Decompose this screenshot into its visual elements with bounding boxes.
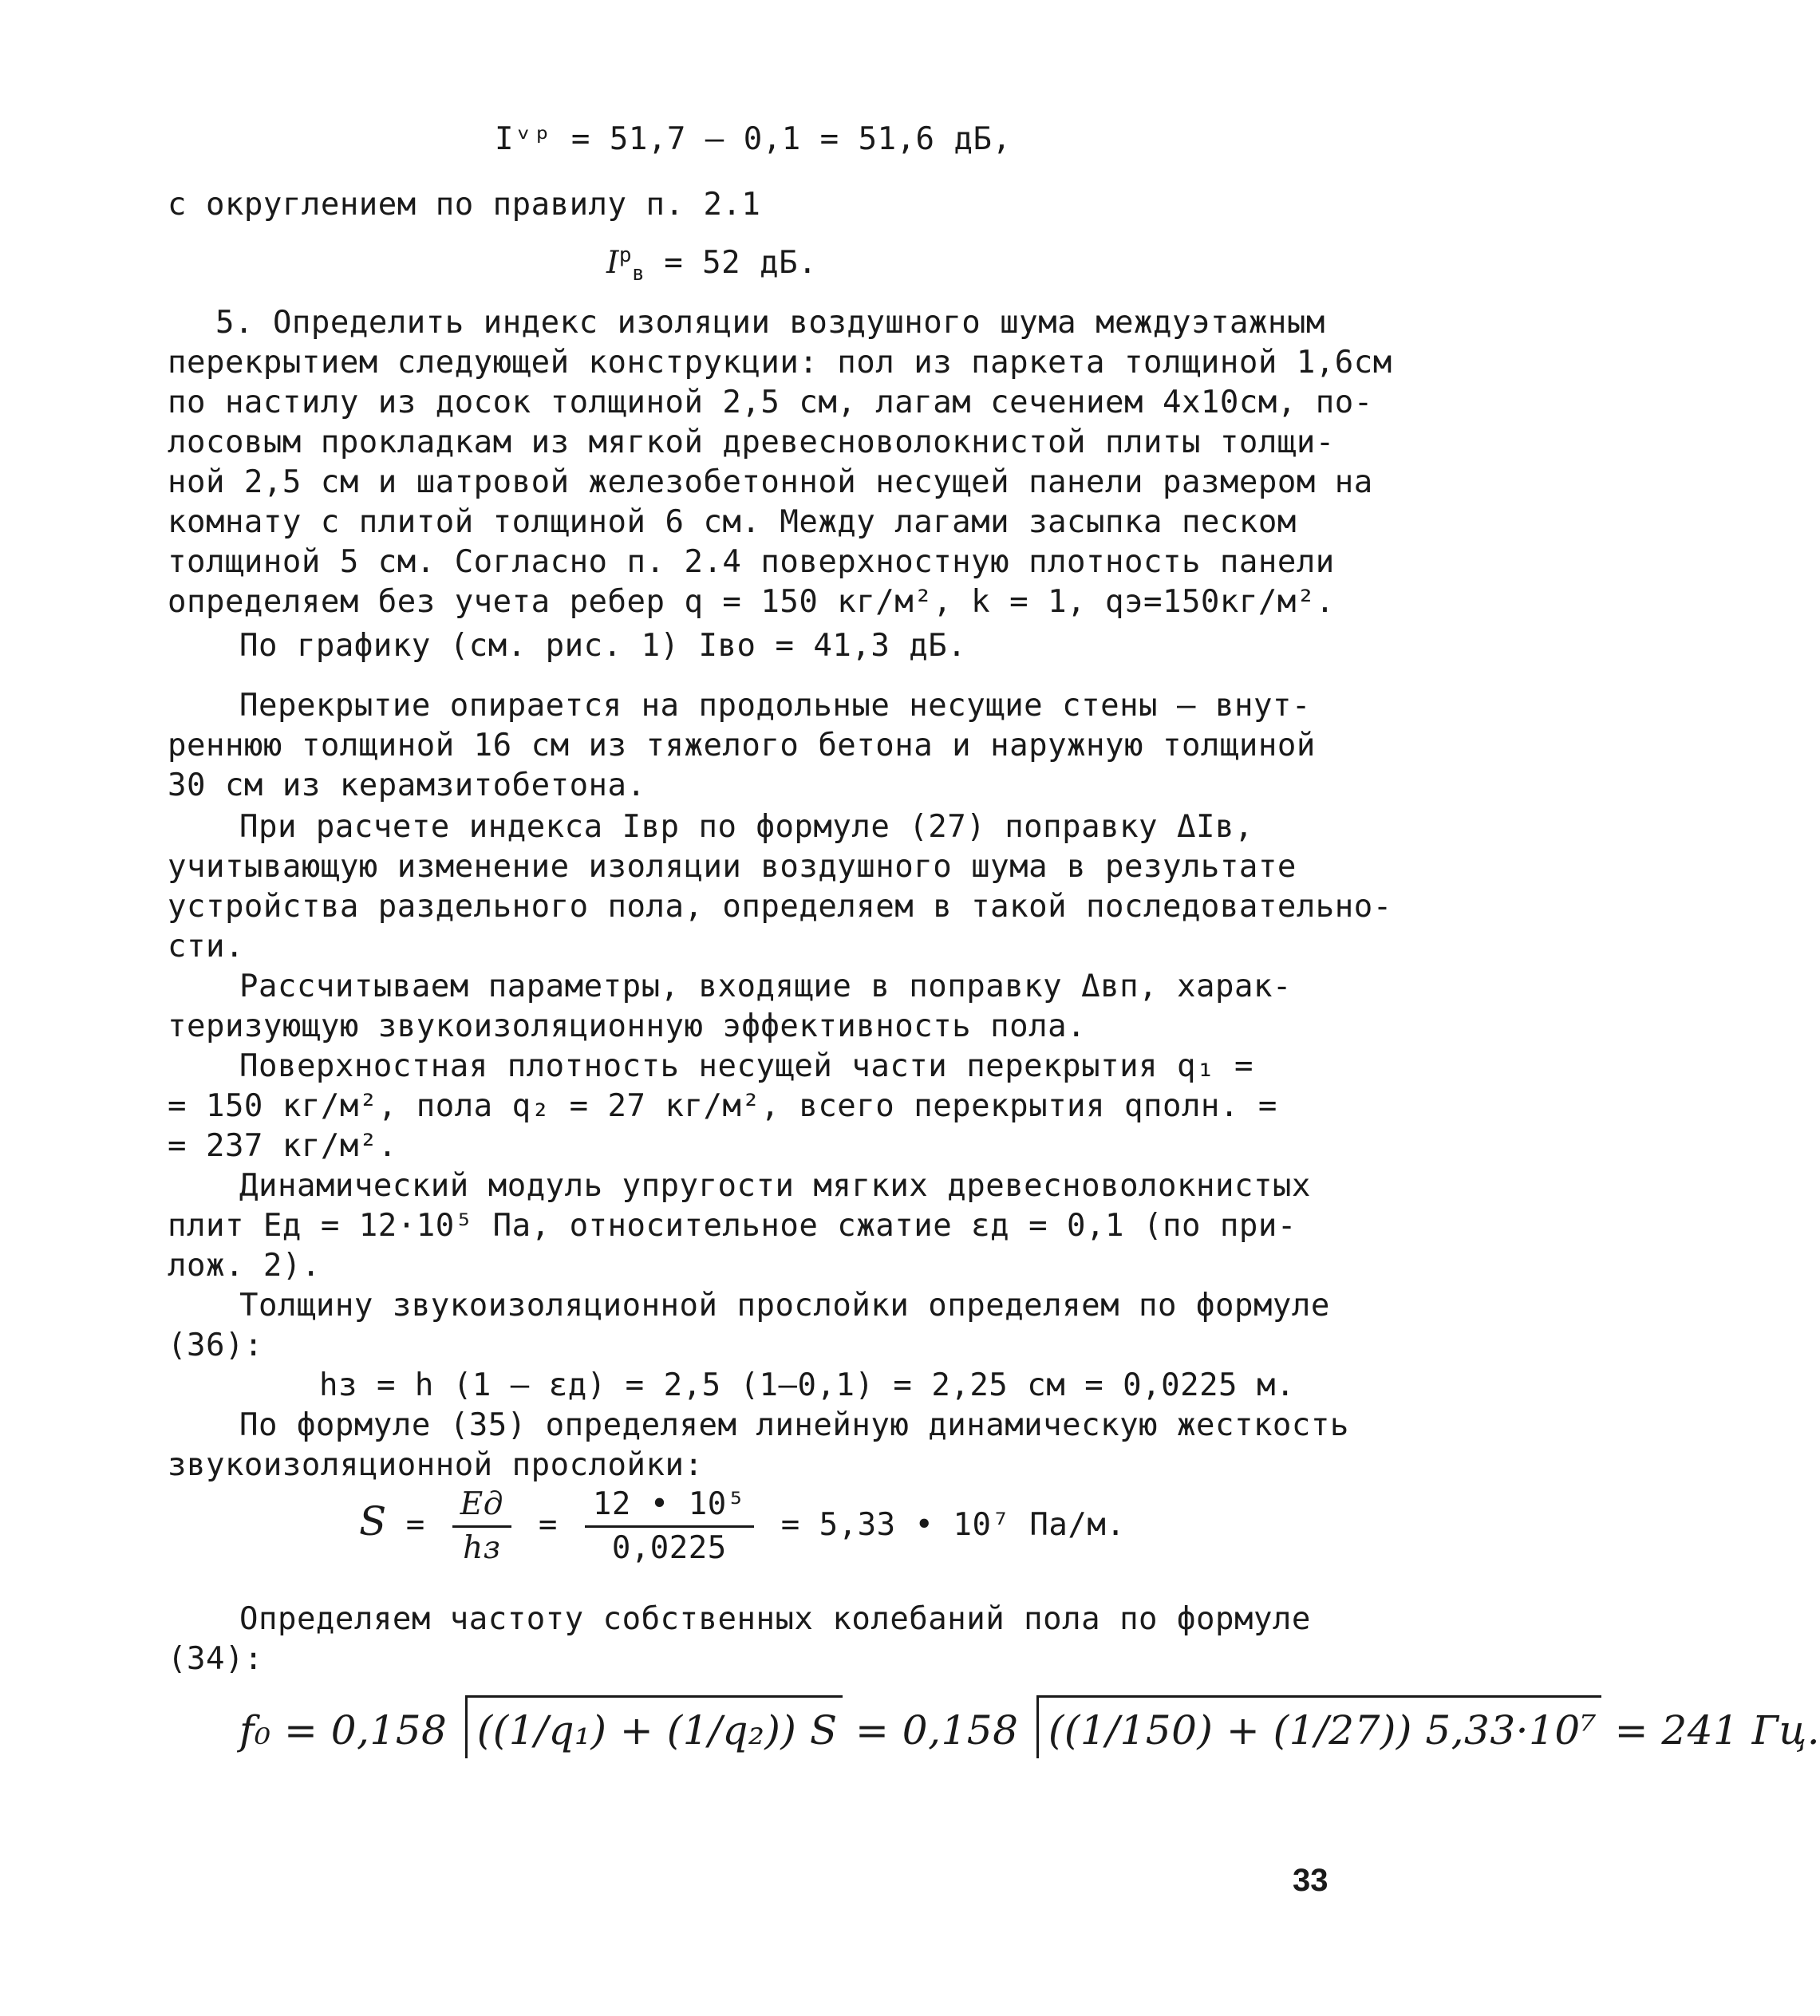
text-line: По формуле (35) определяем линейную динамическую жесткость xyxy=(239,1407,1349,1443)
text-line: 30 см из керамзитобетона. xyxy=(168,767,646,803)
text-line: учитывающую изменение изоляции воздушного шума в результате xyxy=(168,849,1297,885)
eq4-lhs: S xyxy=(359,1498,387,1545)
eq5-sqrt-2: ((1/150) + (1/27)) 5,33·10⁷ xyxy=(1036,1695,1601,1758)
equation-2-value: = 52 дБ. xyxy=(664,245,818,281)
text-line: Определяем частоту собственных колебаний пола по формуле xyxy=(239,1601,1311,1637)
text-line: плит Eд = 12·10⁵ Па, относительное сжатие εд = 0,1 (по при- xyxy=(168,1208,1297,1244)
text-line: Динамический модуль упругости мягких древесноволокнистых xyxy=(239,1168,1311,1204)
eq5-lhs: f₀ = 0,158 xyxy=(239,1707,448,1754)
eq4-f1-den: hз xyxy=(463,1530,501,1566)
text-line: Поверхностная плотность несущей части перекрытия q₁ = xyxy=(239,1048,1253,1084)
eq4-result: = 5,33 • 10⁷ Па/м. xyxy=(780,1507,1126,1543)
eq4-eq2: = xyxy=(538,1507,558,1543)
eq4-fraction-2 xyxy=(585,1484,754,1569)
equation-5 xyxy=(239,1695,1820,1758)
eq4-f2-num: 12 • 10⁵ xyxy=(585,1484,754,1528)
text-line: звукоизоляционной прослойки: xyxy=(168,1447,704,1483)
text-line: лож. 2). xyxy=(168,1248,321,1284)
text-line: толщиной 5 см. Согласно п. 2.4 поверхностную плотность панели xyxy=(168,544,1335,580)
text-line: перекрытием следующей конструкции: пол из паркета толщиной 1,6см xyxy=(168,345,1392,381)
text-line: устройства раздельного пола, определяем в такой последовательно- xyxy=(168,889,1392,925)
text-line: (36): xyxy=(168,1328,263,1363)
text-line: по настилу из досок толщиной 2,5 см, лагам сечением 4х10см, по- xyxy=(168,385,1373,420)
text-line: При расчете индекса Iвр по формуле (27) поправку ΔIв, xyxy=(239,809,1253,845)
equation-1: Iᵛᵖ = 51,7 – 0,1 = 51,6 дБ, xyxy=(495,121,1012,157)
eq5-result: = 241 Гц. xyxy=(1614,1707,1820,1754)
equation-3: hз = h (1 – εд) = 2,5 (1–0,1) = 2,25 см = 0,0225 м. xyxy=(319,1367,1295,1403)
text-line: комнату с плитой толщиной 6 см. Между лагами засыпка песком xyxy=(168,504,1297,540)
text-line: (34): xyxy=(168,1641,263,1677)
text-line: По графику (см. рис. 1) Iво = 41,3 дБ. xyxy=(239,628,967,664)
eq4-f2-den: 0,0225 xyxy=(611,1530,727,1566)
text-line: Толщину звукоизоляционной прослойки определяем по формуле xyxy=(239,1288,1330,1324)
eq4-eq: = xyxy=(405,1507,425,1543)
eq5-sqrt-1: ((1/q₁) + (1/q₂)) S xyxy=(465,1695,843,1758)
eq5-mid: = 0,158 xyxy=(855,1707,1019,1754)
text-line: Перекрытие опирается на продольные несущие стены – внут- xyxy=(239,688,1311,724)
text-line: 5. Определить индекс изоляции воздушного шума междуэтажным xyxy=(215,305,1325,341)
text-line: = 150 кг/м², пола q₂ = 27 кг/м², всего перекрытия qполн. = xyxy=(168,1088,1277,1124)
text-line: определяем без учета ребер q = 150 кг/м², k = 1, qэ=150кг/м². xyxy=(168,584,1335,620)
text-line: лосовым прокладкам из мягкой древесноволокнистой плиты толщи- xyxy=(168,424,1335,460)
text-line: с округлением по правилу п. 2.1 xyxy=(168,187,761,223)
text-line: = 237 кг/м². xyxy=(168,1128,397,1164)
eq4-fraction-1 xyxy=(452,1484,511,1569)
text-line: Рассчитываем параметры, входящие в поправку Δвп, харак- xyxy=(239,969,1292,1004)
equation-4 xyxy=(359,1484,1125,1569)
eq4-f1-num: Eд xyxy=(452,1484,511,1528)
text-line: теризующую звукоизоляционную эффективность пола. xyxy=(168,1008,1087,1044)
text-line: ной 2,5 см и шатровой железобетонной несущей панели размером на xyxy=(168,464,1373,500)
text-line: реннюю толщиной 16 см из тяжелого бетона и наружную толщиной xyxy=(168,728,1316,763)
text-line: сти. xyxy=(168,929,244,965)
page-number: 33 xyxy=(1293,1863,1328,1898)
equation-2: $I^p_в = 52$ дБ. xyxy=(606,243,818,286)
